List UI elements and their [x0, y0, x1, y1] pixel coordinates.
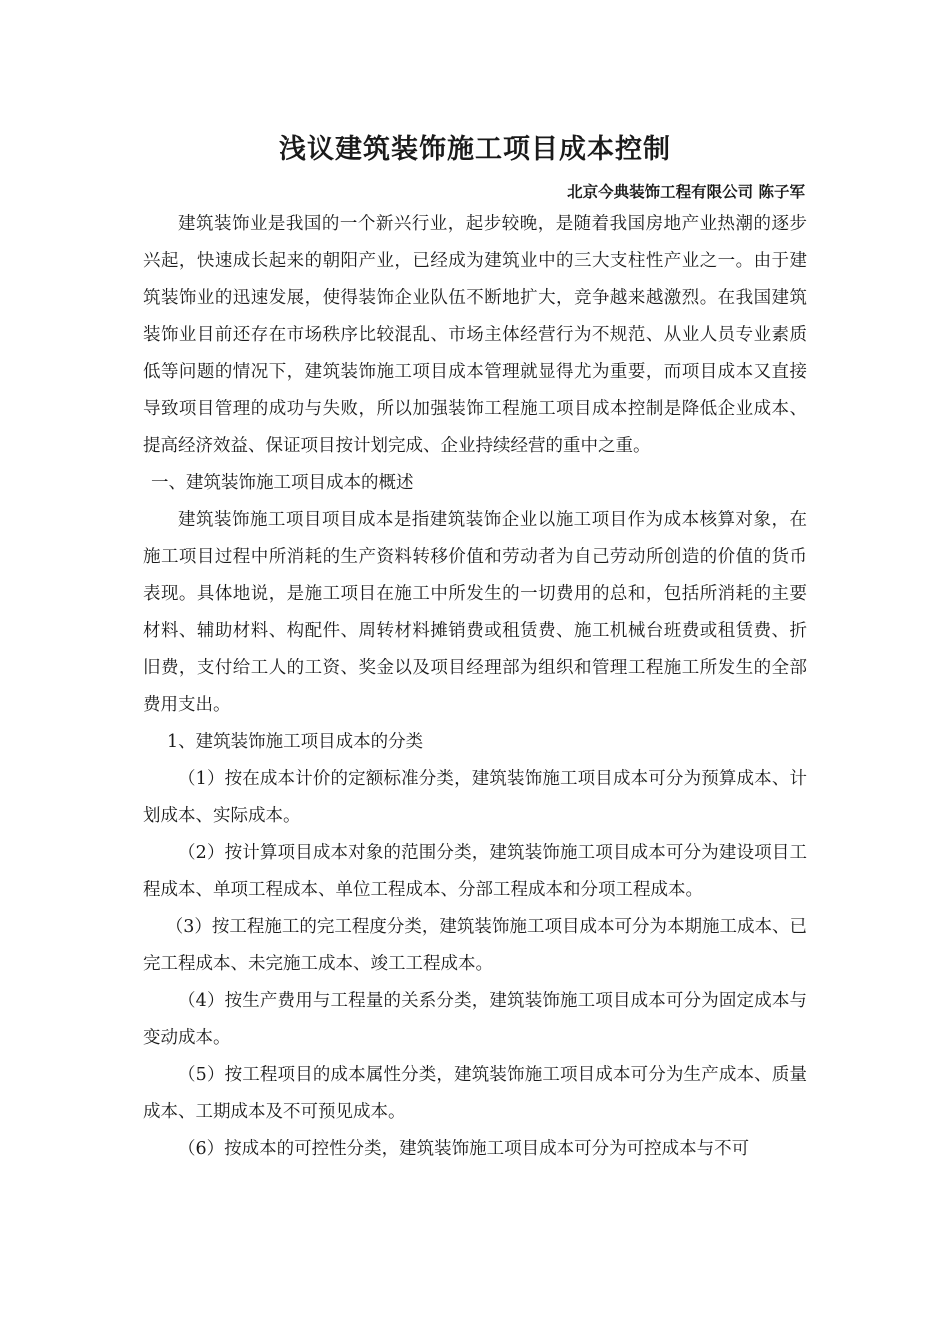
subsection-heading: 1、建筑装饰施工项目成本的分类 — [167, 732, 424, 752]
intro-paragraph: 建筑装饰业是我国的一个新兴行业，起步较晚，是随着我国房地产业热潮的逐步兴起，快速成长起来的朝阳产业，已经成为建筑业中的三大支柱性产业之一。由于建筑装饰业的迅速发展，使得装饰企业队伍不断地扩大，竞争越来越激烈。在我国建筑装饰业目前还存在市场秩序比较混乱、市场主体经营行为不规范、从业人员专业素质低等问题的情况下，建筑装饰施工项目成本管理就显得尤为重要，而项目成本又直接导致项目管理的成功与失败，所以加强装饰工程施工项目成本控制是降低企业成本、提高经济效益、保证项目按计划完成、企业持续经营的重中之重。 — [143, 214, 807, 456]
list-item: （5）按工程项目的成本属性分类，建筑装饰施工项目成本可分为生产成本、质量成本、工期成本及不可预见成本。 — [143, 1065, 807, 1122]
list-item: （1）按在成本计价的定额标准分类，建筑装饰施工项目成本可分为预算成本、计划成本、实际成本。 — [143, 769, 807, 826]
document-title: 浅议建筑装饰施工项目成本控制 — [279, 134, 671, 165]
section-heading: 一、建筑装饰施工项目成本的概述 — [151, 473, 414, 493]
overview-paragraph: 建筑装饰施工项目项目成本是指建筑装饰企业以施工项目作为成本核算对象，在施工项目过程中所消耗的生产资料转移价值和劳动者为自己劳动所创造的价值的货币表现。具体地说，是施工项目在施工中所发生的一切费用的总和，包括所消耗的主要材料、辅助材料、构配件、周转材料摊销费或租赁费、施工机械台班费或租赁费、折旧费，支付给工人的工资、奖金以及项目经理部为组织和管理工程施工所发生的全部费用支出。 — [143, 510, 807, 715]
list-item: （6）按成本的可控性分类，建筑装饰施工项目成本可分为可控成本与不可 — [178, 1139, 750, 1159]
list-item: （3）按工程施工的完工程度分类，建筑装饰施工项目成本可分为本期施工成本、已完工程成本、未完施工成本、竣工工程成本。 — [143, 917, 807, 974]
list-item: （4）按生产费用与工程量的关系分类，建筑装饰施工项目成本可分为固定成本与变动成本。 — [143, 991, 807, 1048]
list-item: （2）按计算项目成本对象的范围分类，建筑装饰施工项目成本可分为建设项目工程成本、单项工程成本、单位工程成本、分部工程成本和分项工程成本。 — [143, 843, 807, 900]
author-line: 北京今典装饰工程有限公司 陈子军 — [567, 182, 805, 201]
